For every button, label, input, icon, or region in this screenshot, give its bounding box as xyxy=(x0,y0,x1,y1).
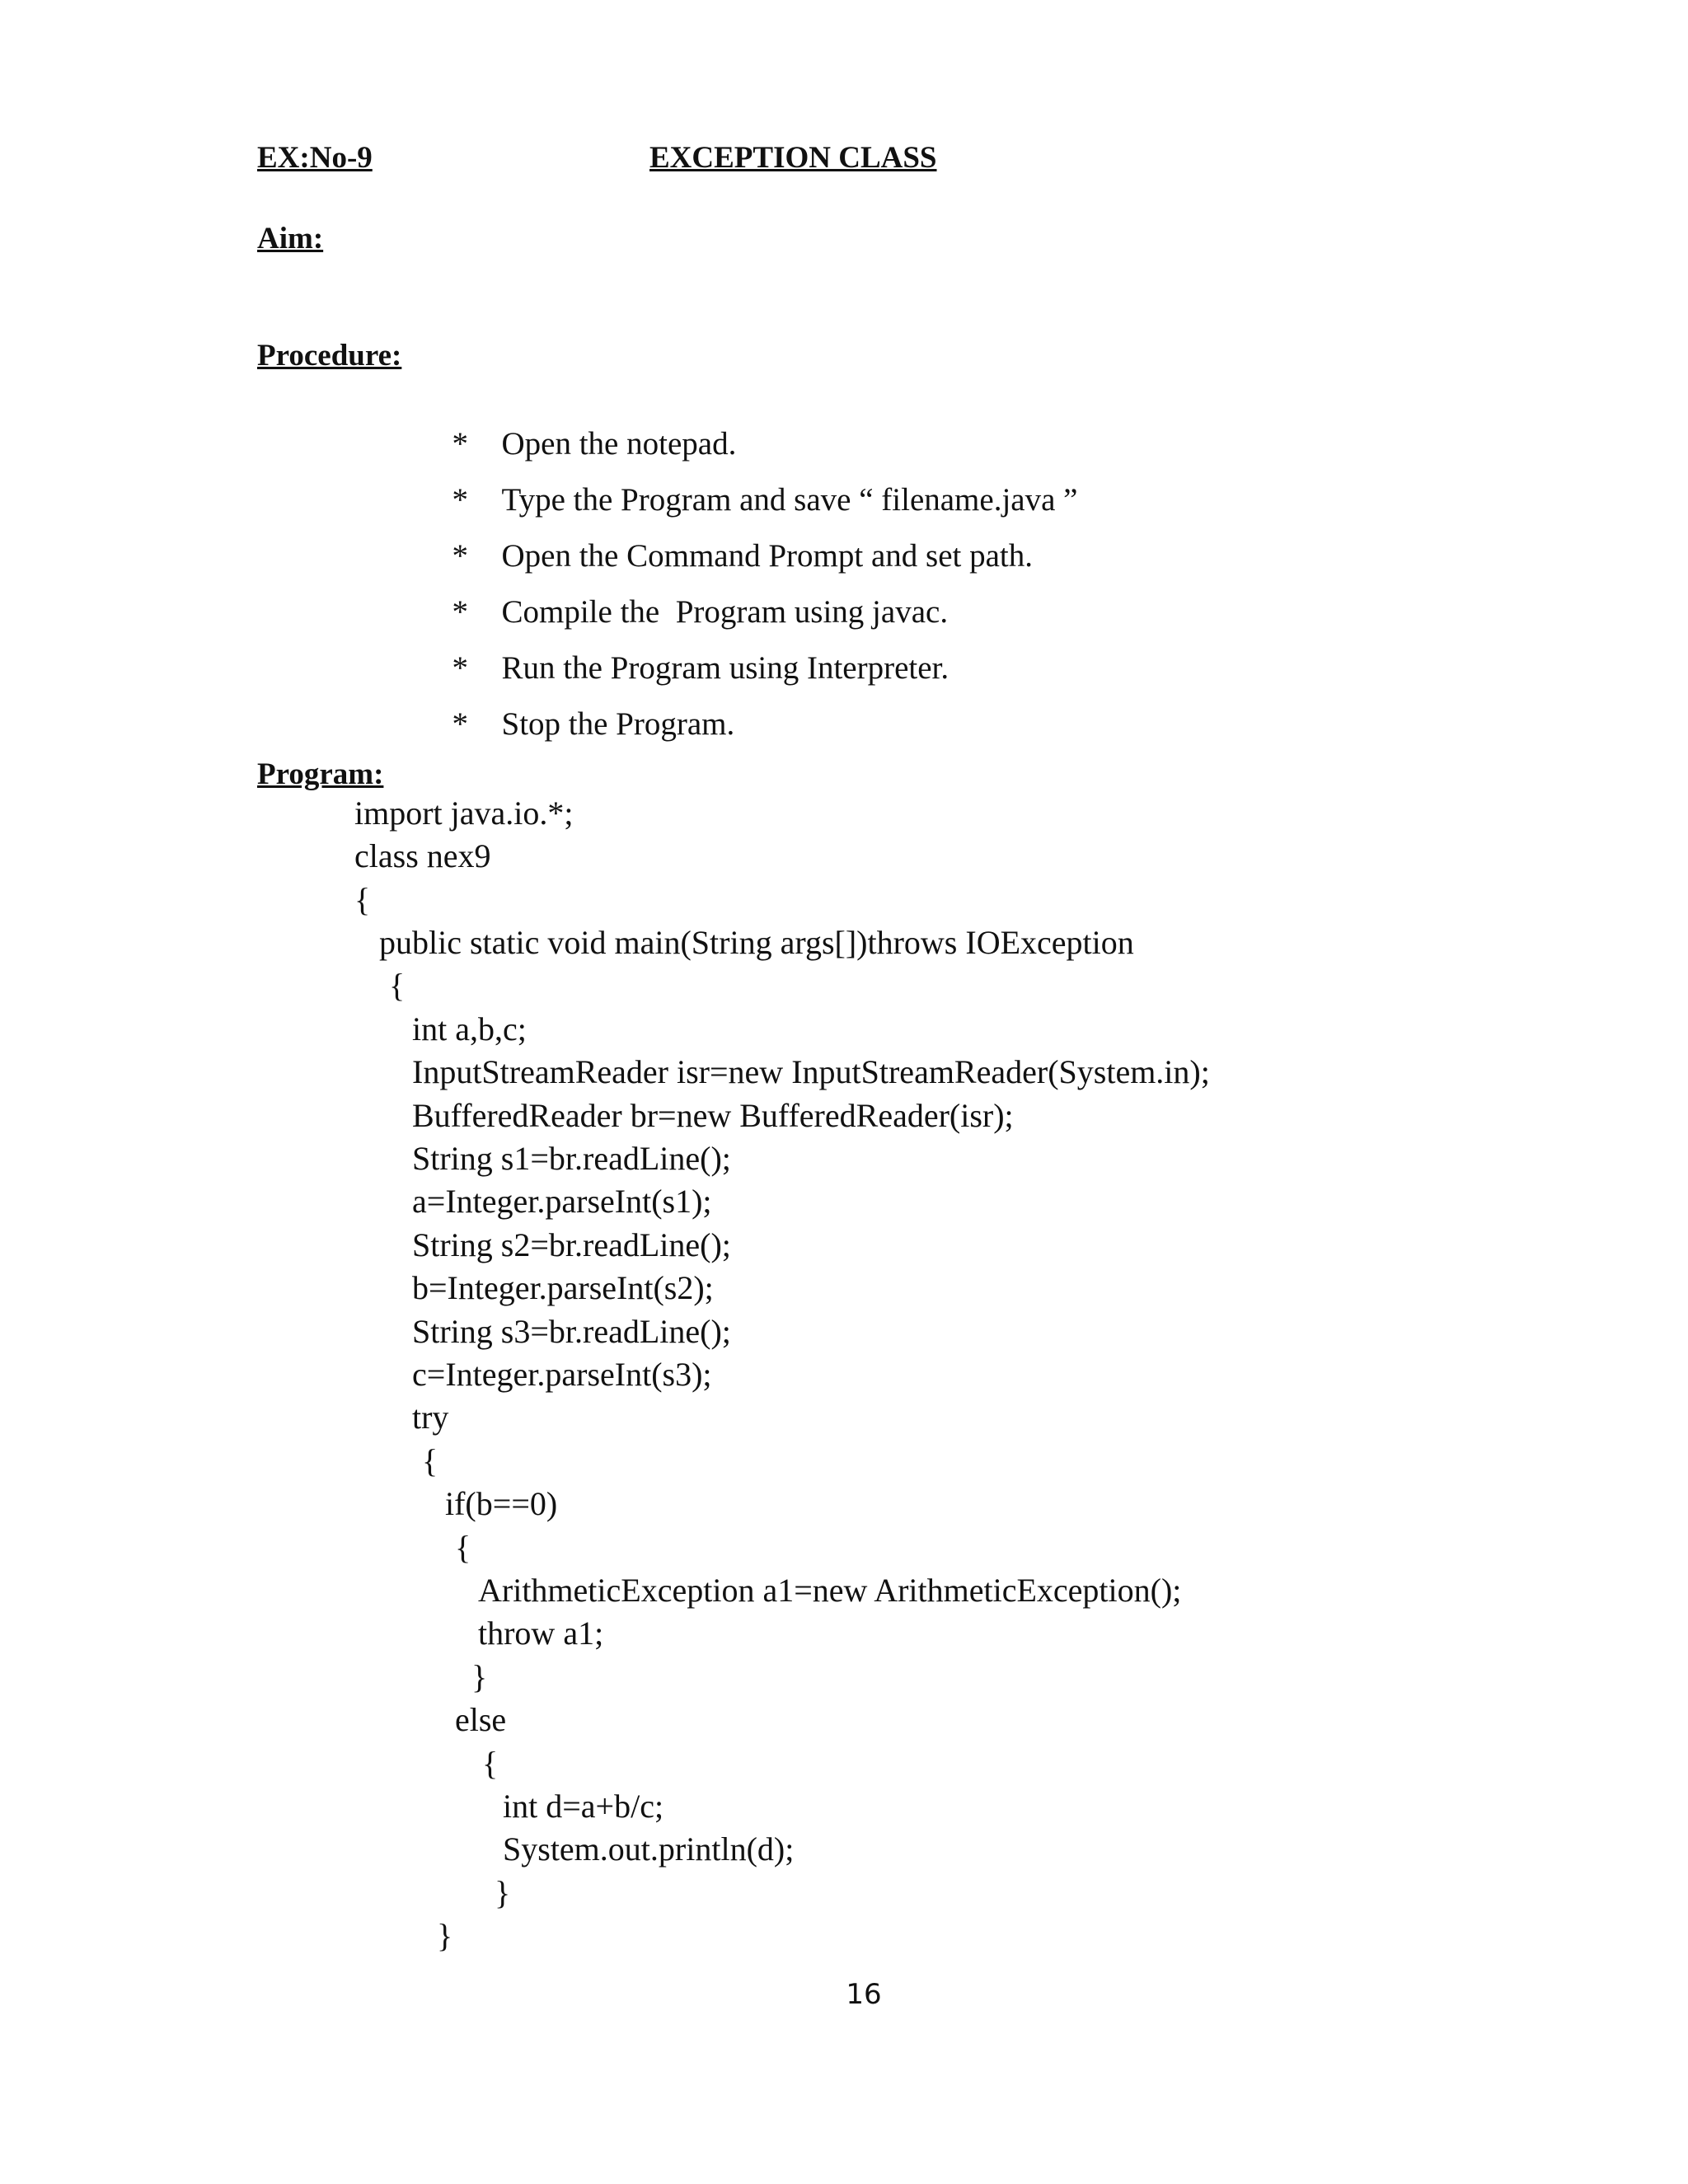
code-line: throw a1; xyxy=(478,1615,604,1652)
code-line: try xyxy=(412,1399,449,1436)
code-line: { xyxy=(389,967,406,1004)
procedure-step xyxy=(404,487,1033,574)
code-line: String s1=br.readLine(); xyxy=(412,1140,731,1177)
procedure-step xyxy=(404,543,949,630)
procedure-step xyxy=(404,655,735,742)
code-line: c=Integer.parseInt(s3); xyxy=(412,1356,712,1393)
program-label: Program: xyxy=(257,757,384,791)
code-line: BufferedReader br=new BufferedReader(isr); xyxy=(412,1097,1014,1134)
bullet-icon: * xyxy=(452,594,468,630)
procedure-label: Procedure: xyxy=(257,339,402,373)
code-line: int a,b,c; xyxy=(412,1010,527,1047)
code-line: { xyxy=(482,1745,499,1782)
procedure-step-text: Open the Command Prompt and set path. xyxy=(501,538,1033,574)
code-line: if(b==0) xyxy=(445,1485,558,1522)
procedure-step xyxy=(404,375,737,462)
bullet-icon: * xyxy=(452,706,468,742)
code-line: else xyxy=(455,1701,507,1738)
procedure-step-text: Run the Program using Interpreter. xyxy=(501,650,950,686)
code-line: } xyxy=(437,1917,453,1954)
procedure-step xyxy=(404,599,950,686)
code-line: } xyxy=(495,1874,511,1911)
code-line: public static void main(String args[])throws IOException xyxy=(379,924,1134,961)
code-line: { xyxy=(422,1442,438,1479)
code-line: { xyxy=(354,881,371,918)
code-line: class nex9 xyxy=(354,837,491,874)
bullet-icon: * xyxy=(452,650,468,686)
code-line: int d=a+b/c; xyxy=(503,1788,664,1825)
procedure-step-text: Stop the Program. xyxy=(501,706,735,742)
procedure-step-text: Compile the Program using javac. xyxy=(501,594,949,630)
code-line: System.out.println(d); xyxy=(503,1830,795,1868)
code-line: String s2=br.readLine(); xyxy=(412,1226,731,1263)
code-line: { xyxy=(455,1529,471,1566)
bullet-icon: * xyxy=(452,482,468,518)
code-line: ArithmeticException a1=new ArithmeticException(); xyxy=(478,1572,1182,1609)
document-title: EXCEPTION CLASS xyxy=(649,141,937,175)
procedure-step xyxy=(404,431,1078,518)
code-line: } xyxy=(471,1658,488,1695)
code-line: import java.io.*; xyxy=(354,794,574,832)
procedure-step-text: Type the Program and save “ filename.java ” xyxy=(501,482,1078,518)
code-line: String s3=br.readLine(); xyxy=(412,1313,731,1350)
procedure-step-text: Open the notepad. xyxy=(501,426,737,462)
code-line: InputStreamReader isr=new InputStreamReader(System.in); xyxy=(412,1053,1210,1090)
exercise-number: EX:No-9 xyxy=(257,141,373,175)
bullet-icon: * xyxy=(452,426,468,462)
bullet-icon: * xyxy=(452,538,468,574)
code-line: a=Integer.parseInt(s1); xyxy=(412,1183,712,1220)
aim-label: Aim: xyxy=(257,222,324,255)
page-number: 16 xyxy=(846,1978,882,2011)
code-line: b=Integer.parseInt(s2); xyxy=(412,1269,714,1306)
